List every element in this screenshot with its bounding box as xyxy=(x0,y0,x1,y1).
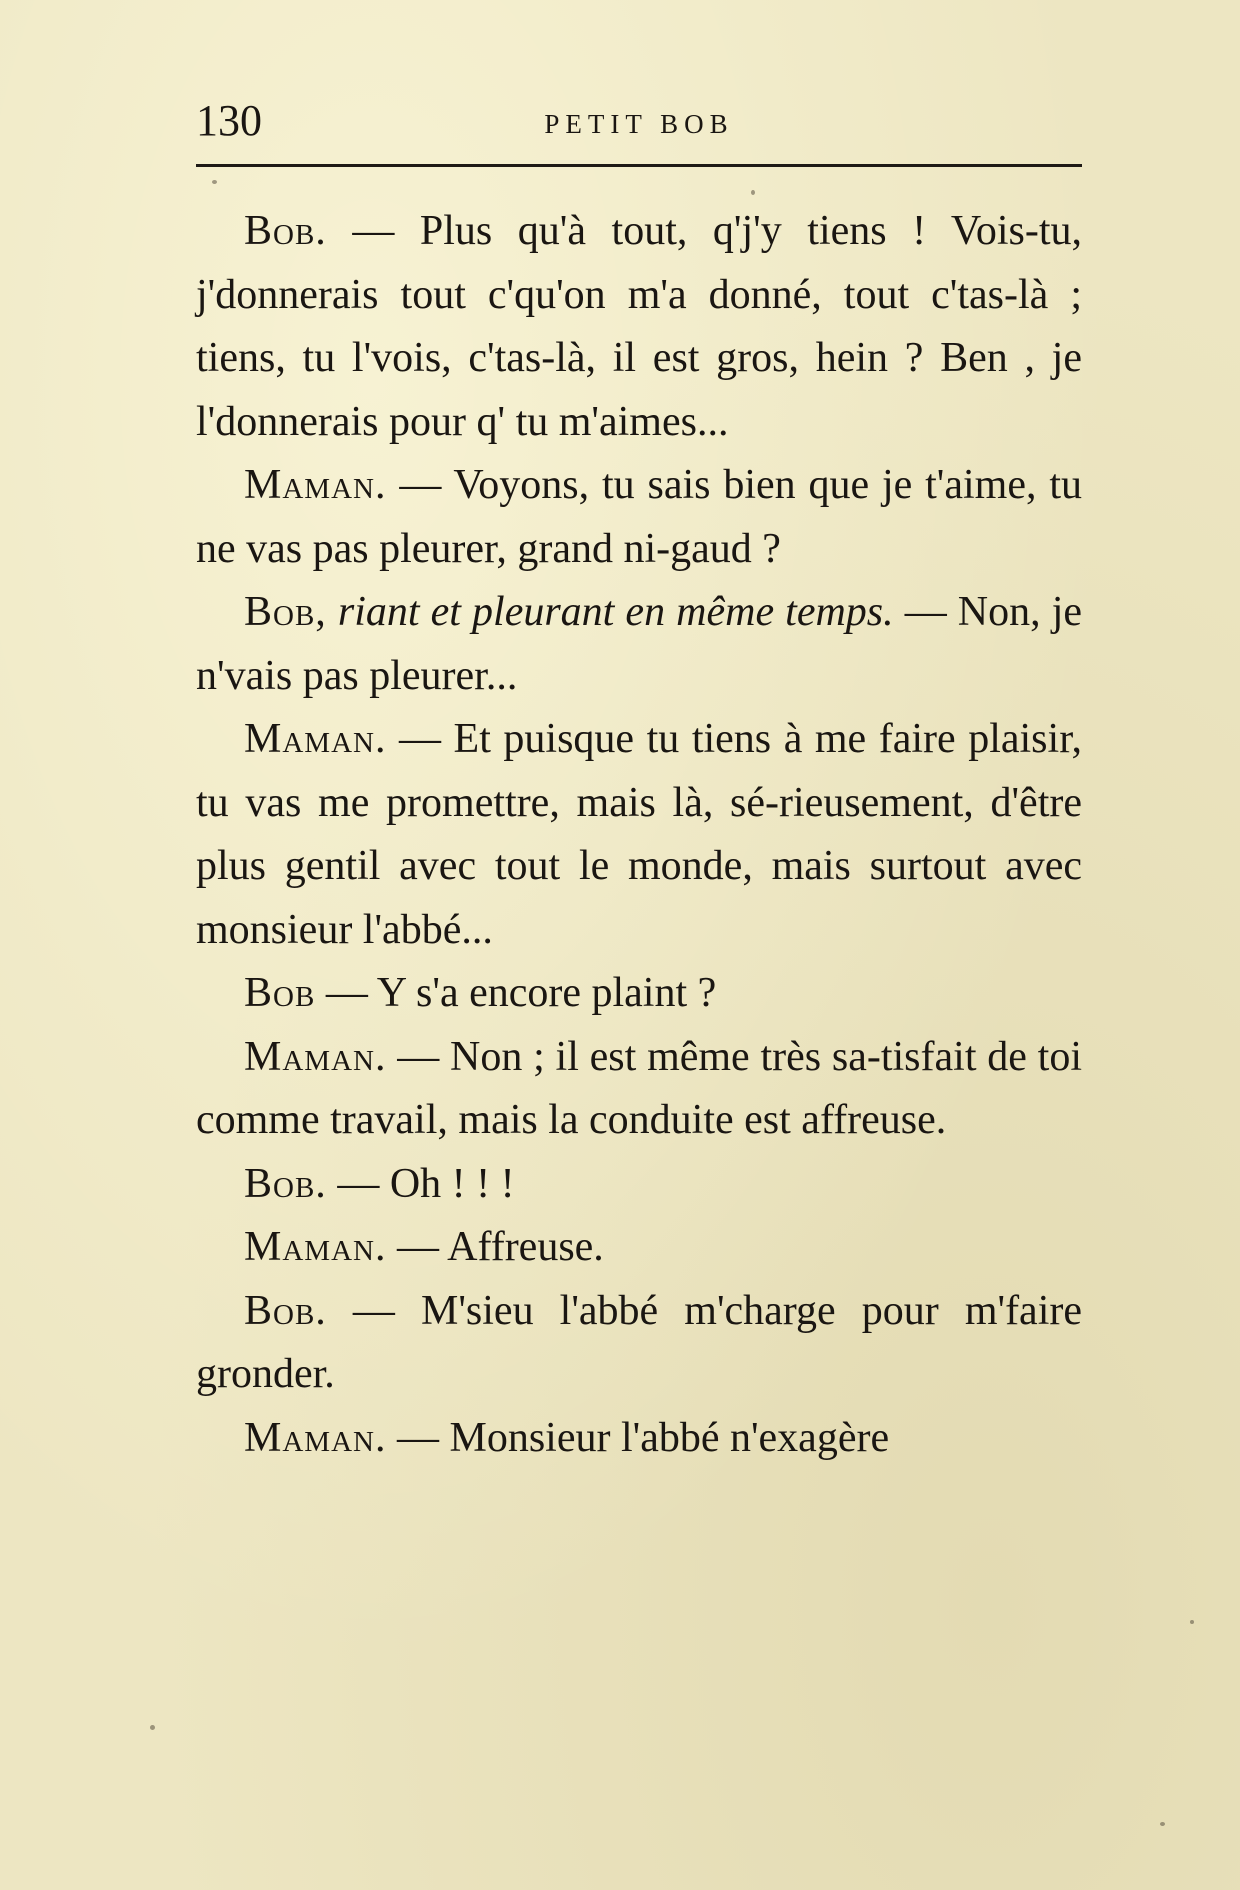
dialogue-paragraph xyxy=(196,581,1082,708)
dialogue-text: — Voyons, tu sais bien que je t'aime, tu ne vas pas pleurer, grand ni-gaud ? xyxy=(196,462,1082,572)
paper-speck xyxy=(212,180,217,184)
dialogue-paragraph xyxy=(196,708,1082,962)
stage-direction: riant et pleurant en même temps. xyxy=(337,589,894,635)
dialogue-paragraph xyxy=(196,454,1082,581)
dialogue-text: — Non ; il est même très sa-tisfait de toi comme travail, mais la conduite est affreuse. xyxy=(196,1033,1083,1143)
dialogue-text: — Affreuse. xyxy=(396,1224,604,1270)
dialogue-text: — Oh ! ! ! xyxy=(337,1160,515,1207)
speaker-name: Bob. xyxy=(244,1287,327,1334)
dialogue-paragraph xyxy=(196,1216,1082,1280)
dialogue-paragraph xyxy=(196,200,1082,454)
page-body xyxy=(196,200,1082,1470)
speaker-name: Maman. xyxy=(244,1414,387,1461)
speaker-name: Maman. xyxy=(244,1033,387,1080)
paper-speck xyxy=(1160,1822,1165,1826)
dialogue-text: — Plus qu'à tout, q'j'y tiens ! Vois-tu, j'donnerais tout c'qu'on m'a donné, tout c'tas-là ; tiens, tu l'vois, c'tas-là, il est gros, hein ? Ben , je l'donnerais pour q' tu m'aimes... xyxy=(196,208,1082,445)
page-number: 130 xyxy=(196,96,262,145)
speaker-name: Bob xyxy=(244,970,316,1016)
dialogue-paragraph xyxy=(196,962,1082,1026)
header-rule xyxy=(196,164,1082,167)
speaker-name: Maman. xyxy=(244,1224,387,1270)
page-header xyxy=(196,96,1082,146)
speaker-name: Bob. xyxy=(244,208,327,254)
dialogue-text: — M'sieu l'abbé m'charge pour m'faire gronder. xyxy=(196,1287,1082,1397)
paper-speck xyxy=(150,1725,155,1730)
speaker-name: Maman. xyxy=(244,462,387,508)
speaker-name: Bob. xyxy=(244,1160,327,1207)
dialogue-paragraph xyxy=(196,1407,1082,1471)
dialogue-text: — Y s'a encore plaint ? xyxy=(325,970,717,1016)
dialogue-paragraph xyxy=(196,1280,1082,1407)
dialogue-paragraph xyxy=(196,1026,1082,1153)
dialogue-paragraph xyxy=(196,1153,1082,1217)
speaker-name: Maman. xyxy=(244,716,387,762)
paper-speck xyxy=(751,190,755,195)
paper-speck xyxy=(1190,1620,1194,1624)
dialogue-text: — Et puisque tu tiens à me faire plaisir, tu vas me promettre, mais là, sé-rieusement, d'être plus gentil avec tout le monde, mais surtout avec monsieur l'abbé... xyxy=(196,716,1082,953)
dialogue-text: — Non, je n'vais pas pleurer... xyxy=(196,589,1083,699)
speaker-name: Bob, xyxy=(244,589,327,635)
running-title: PETIT BOB xyxy=(544,109,734,139)
dialogue-text: — Monsieur l'abbé n'exagère xyxy=(396,1414,890,1461)
